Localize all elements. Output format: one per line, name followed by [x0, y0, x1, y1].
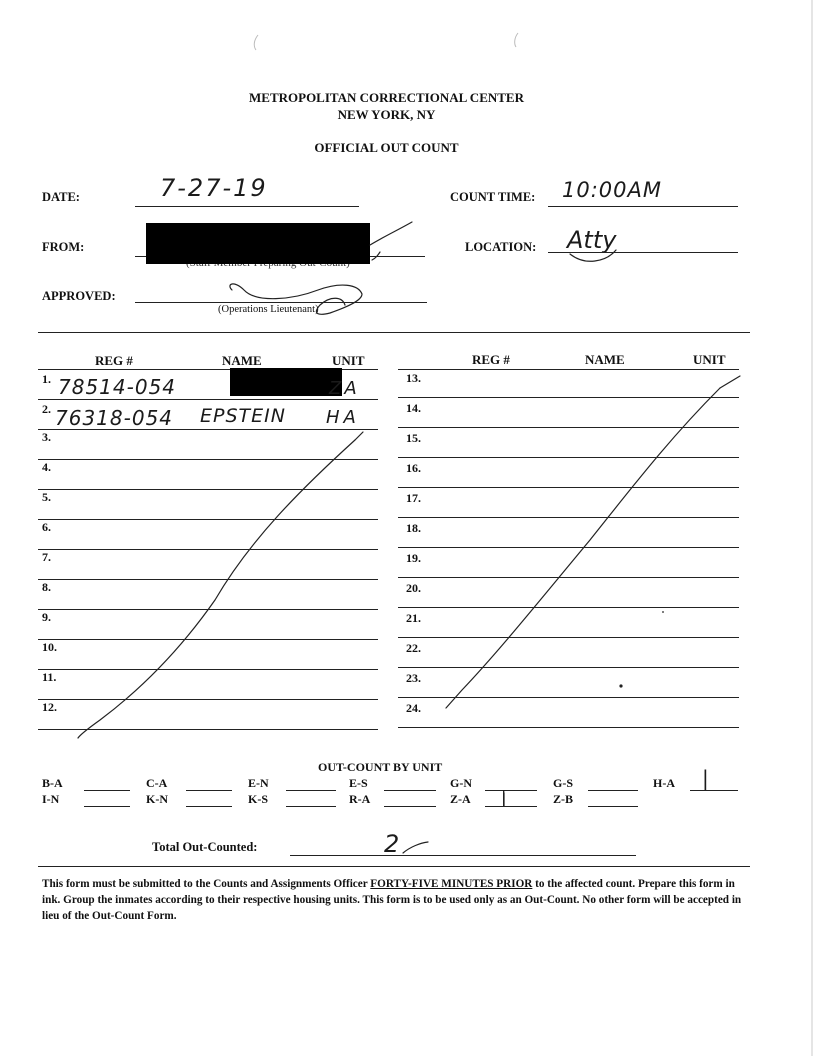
- footer-instructions: [42, 876, 742, 924]
- right-strike-line-top: [720, 376, 740, 388]
- scan-edge: [811, 0, 813, 1056]
- unit-label-r-a: R-A: [349, 792, 371, 806]
- form-title: OFFICIAL OUT COUNT: [314, 140, 459, 155]
- footer-text-part-2: to the affected count. Prepare this form in ink. Group the inmates according to their respective housing units. This form is to be used only as an Out-Count. No other form will be accepted in lieu of the Out-Count Form.: [42, 878, 742, 922]
- date-label: DATE:: [42, 190, 80, 204]
- stray-mark: [619, 684, 622, 687]
- row1-unit: ZA: [329, 378, 360, 399]
- unit-label-z-b: Z-B: [553, 792, 574, 806]
- redaction-box: [146, 223, 370, 264]
- unit-label-c-a: C-A: [146, 776, 168, 790]
- row-number: 3.: [42, 430, 51, 444]
- out-count-title: OUT-COUNT BY UNIT: [318, 760, 443, 774]
- unit-label-g-n: G-N: [450, 776, 472, 790]
- row2-name: EPSTEIN: [200, 405, 286, 427]
- right-header-unit: UNIT: [693, 352, 726, 367]
- unit-label-i-n: I-N: [42, 792, 60, 806]
- unit-label-h-a: H-A: [653, 776, 675, 790]
- location-label: LOCATION:: [465, 240, 537, 254]
- row-number: 11.: [42, 670, 57, 684]
- left-header-reg: REG #: [95, 353, 133, 368]
- unit-label-g-s: G-S: [553, 776, 574, 790]
- row-number: 15.: [406, 431, 421, 445]
- unit-blank-b-a: [84, 790, 130, 791]
- total-value: 2: [384, 830, 400, 858]
- row-number: 10.: [42, 640, 57, 654]
- approved-underline: [135, 302, 427, 303]
- count-time-label: COUNT TIME:: [450, 190, 536, 204]
- unit-label-k-n: K-N: [146, 792, 168, 806]
- total-label: Total Out-Counted:: [152, 840, 258, 854]
- row-number: 4.: [42, 460, 51, 474]
- row-number: 7.: [42, 550, 51, 564]
- section-divider: [38, 332, 750, 333]
- left-strike-line-top: [355, 432, 363, 440]
- row-number: 2.: [42, 402, 51, 416]
- footer-divider: [38, 866, 750, 867]
- from-signature-stroke: [370, 222, 412, 245]
- unit-blank-g-n: [485, 790, 537, 791]
- unit-label-e-n: E-N: [248, 776, 269, 790]
- date-underline: [135, 206, 359, 207]
- count-time-underline: [548, 206, 738, 207]
- row-number: 19.: [406, 551, 421, 565]
- row2-unit: HA: [326, 407, 360, 428]
- total-underline: [290, 855, 636, 856]
- row-number: 8.: [42, 580, 51, 594]
- row2-reg: 76318-054: [55, 406, 174, 430]
- unit-blank-r-a: [384, 806, 436, 807]
- footer-text-part-1: This form must be submitted to the Counts and Assignments Officer: [42, 878, 371, 890]
- unit-blank-z-a: [485, 806, 537, 807]
- unit-value-z-a: |: [501, 787, 507, 806]
- row-number: 24.: [406, 701, 421, 715]
- unit-blank-k-s: [286, 806, 336, 807]
- left-header-unit: UNIT: [332, 353, 365, 368]
- footer-emphasis: FORTY-FIVE MINUTES PRIOR: [370, 878, 533, 890]
- unit-blank-k-n: [186, 806, 232, 807]
- row1-name-redaction: [230, 368, 342, 396]
- unit-blank-g-s: [588, 790, 638, 791]
- right-header-name: NAME: [585, 352, 625, 367]
- stray-mark: [662, 611, 664, 613]
- row-number: 20.: [406, 581, 421, 595]
- left-header-name: NAME: [222, 353, 262, 368]
- unit-label-e-s: E-S: [349, 776, 368, 790]
- institution-name: METROPOLITAN CORRECTIONAL CENTER: [249, 90, 524, 105]
- total-value-tail: [403, 842, 428, 853]
- row-number: 23.: [406, 671, 421, 685]
- row-number: 14.: [406, 401, 421, 415]
- scan-artifact: [515, 33, 518, 47]
- unit-blank-h-a: [690, 790, 738, 791]
- approved-caption: (Operations Lieutenant): [218, 304, 319, 315]
- row-number: 22.: [406, 641, 421, 655]
- unit-value-h-a: |: [702, 766, 709, 790]
- unit-blank-e-n: [286, 790, 336, 791]
- date-value: 7-27-19: [160, 174, 268, 202]
- from-label: FROM:: [42, 240, 85, 254]
- location-underline: [548, 252, 738, 253]
- row-number: 18.: [406, 521, 421, 535]
- right-header-reg: REG #: [472, 352, 510, 367]
- unit-blank-i-n: [84, 806, 130, 807]
- unit-label-k-s: K-S: [248, 792, 269, 806]
- row1-reg: 78514-054: [58, 375, 177, 399]
- row-number: 17.: [406, 491, 421, 505]
- count-time-value: 10:00AM: [562, 178, 663, 202]
- row-number: 6.: [42, 520, 51, 534]
- right-strike-line: [446, 388, 720, 708]
- institution-city: NEW YORK, NY: [337, 107, 436, 122]
- unit-label-b-a: B-A: [42, 776, 63, 790]
- location-value: Atty: [567, 226, 617, 254]
- unit-blank-c-a: [186, 790, 232, 791]
- unit-blank-z-b: [588, 806, 638, 807]
- left-strike-line: [78, 440, 355, 738]
- row-number: 9.: [42, 610, 51, 624]
- unit-label-z-a: Z-A: [450, 792, 471, 806]
- row-number: 16.: [406, 461, 421, 475]
- row-number: 13.: [406, 371, 421, 385]
- scan-artifact: [254, 35, 258, 50]
- approved-label: APPROVED:: [42, 289, 116, 303]
- row-number: 12.: [42, 700, 57, 714]
- row-number: 1.: [42, 372, 51, 386]
- row-number: 21.: [406, 611, 421, 625]
- unit-blank-e-s: [384, 790, 436, 791]
- row-number: 5.: [42, 490, 51, 504]
